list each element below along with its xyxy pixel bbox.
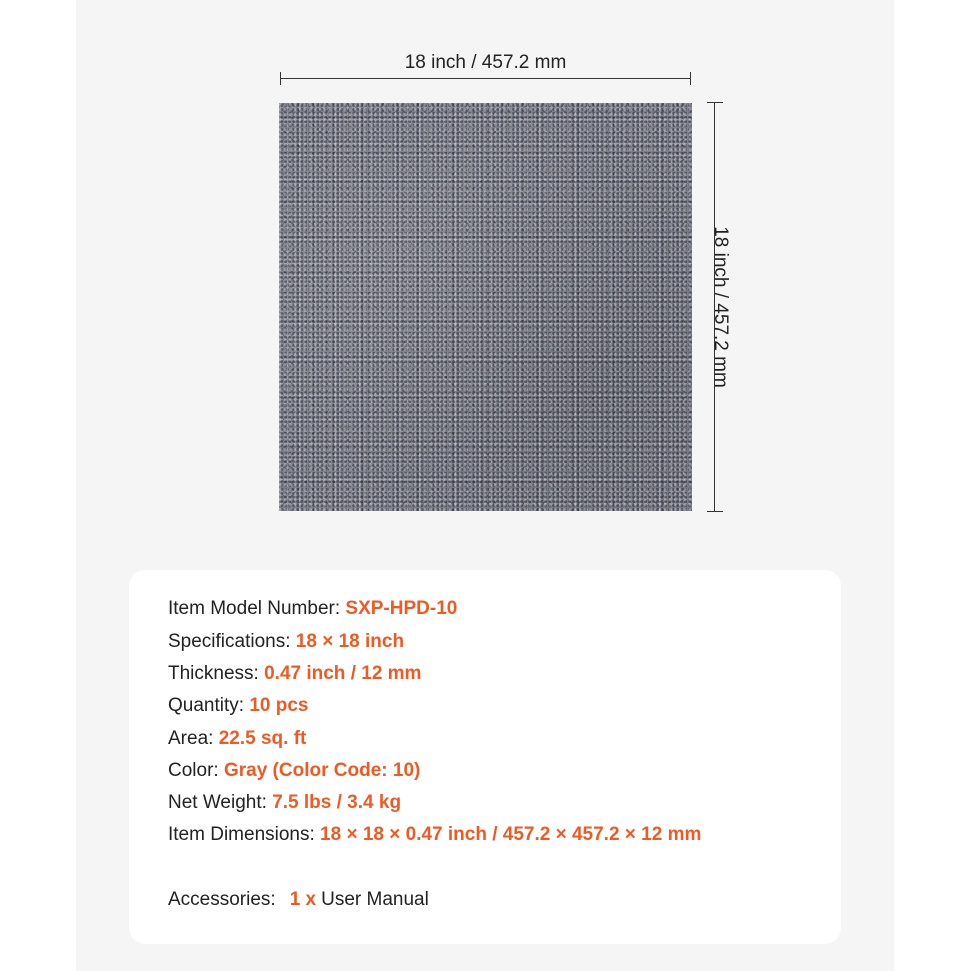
spec-value: 22.5 sq. ft xyxy=(218,728,307,749)
spec-area xyxy=(168,728,306,750)
spec-label: Thickness: xyxy=(168,663,265,684)
height-dimension-label: 18 inch / 457.2 mm xyxy=(710,226,731,388)
spec-net-weight xyxy=(168,792,401,814)
spec-value: Gray (Color Code: 10) xyxy=(223,760,421,781)
specifications-card xyxy=(129,570,841,944)
accessories-row xyxy=(168,889,429,911)
spec-label: Net Weight: xyxy=(168,792,273,813)
spec-value: 10 pcs xyxy=(249,695,309,716)
accessories-label: Accessories: xyxy=(168,889,276,910)
spec-value: 7.5 lbs / 3.4 kg xyxy=(272,792,402,813)
spec-value: 18 × 18 × 0.47 inch / 457.2 × 457.2 × 12 mm xyxy=(320,824,702,845)
spec-label: Color: xyxy=(168,760,224,781)
spec-specifications xyxy=(168,631,404,653)
spec-color xyxy=(168,760,420,782)
carpet-tile-image xyxy=(279,103,692,511)
width-dimension-label: 18 inch / 457.2 mm xyxy=(404,52,567,73)
spec-quantity xyxy=(168,695,308,717)
spec-value: SXP-HPD-10 xyxy=(345,598,458,619)
spec-value: 0.47 inch / 12 mm xyxy=(264,663,422,684)
spec-label: Specifications: xyxy=(168,631,296,652)
spec-item-dimensions xyxy=(168,824,701,846)
spec-model-number xyxy=(168,598,457,620)
spec-label: Item Model Number: xyxy=(168,598,346,619)
spec-label: Quantity: xyxy=(168,695,250,716)
spec-thickness xyxy=(168,663,421,685)
spec-label: Area: xyxy=(168,728,219,749)
width-dimension-line xyxy=(280,72,691,92)
spec-label: Item Dimensions: xyxy=(168,824,321,845)
accessories-quantity: 1 x xyxy=(289,889,317,910)
spec-value: 18 × 18 inch xyxy=(295,631,405,652)
accessories-item: User Manual xyxy=(321,889,429,910)
